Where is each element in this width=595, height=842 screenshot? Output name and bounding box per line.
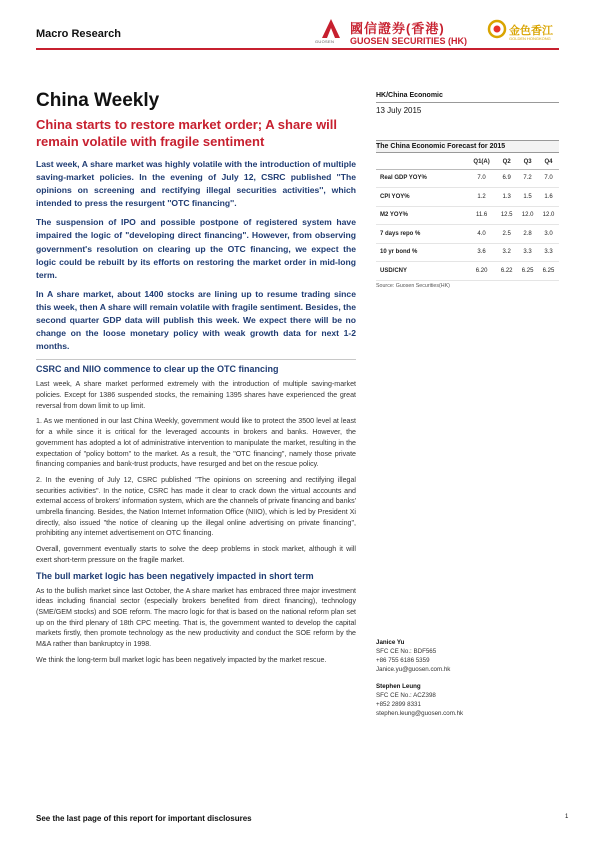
table-row xyxy=(376,169,559,188)
table-header-row xyxy=(376,155,559,169)
table-cell: 1.3 xyxy=(496,188,517,207)
header-divider xyxy=(36,48,559,50)
table-cell: 12.0 xyxy=(538,206,559,225)
table-cell: 3.0 xyxy=(538,225,559,244)
lead-paragraph: In A share market, about 1400 stocks are lining up to resume trading since this week, then A share will remain volatile with fragile sentiment. Besides, the second quarter GDP data will publish this week. We expect there will be no change on the loose monetary policy with weak growth data for next 1-2 months. xyxy=(36,288,356,352)
body-paragraph: We think the long-term bull market logic has been negatively impacted by the market rescue. xyxy=(36,655,327,664)
lead-paragraph: Last week, A share market was highly volatile with the introduction of multiple saving-market policies. In the evening of July 12, CSRC published ''The opinions on screening and rectifying illegal securities activities'', which intended to press the resurgent ''OTC financing''. xyxy=(36,159,356,209)
analyst-license: SFC CE No.: BDF565 xyxy=(376,648,437,655)
table-cell: 6.25 xyxy=(538,262,559,281)
row-label: CPI YOY% xyxy=(376,188,467,207)
analyst-license: SFC CE No.: ACZ398 xyxy=(376,692,436,699)
main-column xyxy=(36,158,356,670)
table-cell: 1.5 xyxy=(517,188,538,207)
table-cell: 6.9 xyxy=(496,169,517,188)
department-label: HK/China Economic xyxy=(376,92,559,103)
lead-paragraph: The suspension of IPO and possible postpone of registered system have impaired the logic of "developing direct financing". However, from observing government's resolution on clearing up the OTC financing, we expect the logic could be rebuilt by its efforts on restoring the market order in mid-long term. xyxy=(36,217,356,280)
report-meta xyxy=(376,92,559,115)
table-cell: 7.0 xyxy=(538,169,559,188)
section-heading: The bull market logic has been negatively impacted in short term xyxy=(36,570,314,581)
analyst-card xyxy=(376,638,559,674)
table-cell: 6.20 xyxy=(467,262,496,281)
analyst-name: Janice Yu xyxy=(376,639,405,646)
report-date: 13 July 2015 xyxy=(376,106,422,115)
golden-swirl-icon xyxy=(487,18,507,40)
table-cell: 3.6 xyxy=(467,243,496,262)
table-row xyxy=(376,188,559,207)
body-paragraph: Overall, government eventually starts to solve the deep problems in stock market, although it will exert short-term pressure on the fragile market. xyxy=(36,545,356,564)
table-source-note: Source: Guosen Securities(HK) xyxy=(376,282,450,289)
column-header: Q4 xyxy=(538,155,559,169)
table-row xyxy=(376,225,559,244)
body-paragraph: As to the bullish market since last October, the A share market has embraced three major investment ideas including financial sector (especially brokers benefited from direct financing), technology (SME/GEM stocks) and SOE reform. The macro logic for that is based on the national reform plan set up on the third plenary of 18th CPC meeting. That is, the government wanted to develop the capital markets firstly, then promote technology as the new productivity and conduct the SOE reform by the M&A rather than bankruptcy in 1998. xyxy=(36,586,356,649)
table-cell: 7.2 xyxy=(517,169,538,188)
analyst-phone: +852 2899 8331 xyxy=(376,701,421,708)
table-cell: 1.6 xyxy=(538,188,559,207)
logo-small-text: GUOSEN xyxy=(315,39,335,44)
row-label: M2 YOY% xyxy=(376,206,467,225)
table-cell: 3.3 xyxy=(538,243,559,262)
forecast-title: The China Economic Forecast for 2015 xyxy=(376,140,559,153)
table-cell: 12.0 xyxy=(517,206,538,225)
section-heading: CSRC and NIIO commence to clear up the OTC financing xyxy=(36,364,279,375)
analyst-phone: +86 755 6186 5359 xyxy=(376,657,430,664)
table-row xyxy=(376,262,559,281)
table-cell: 3.3 xyxy=(517,243,538,262)
column-header: Q3 xyxy=(517,155,538,169)
table-cell: 6.25 xyxy=(517,262,538,281)
column-header: Q1(A) xyxy=(467,155,496,169)
report-subtitle: China starts to restore market order; A share will remain volatile with fragile sentiment xyxy=(36,117,338,149)
logo-chinese-name: 國信證券(香港) xyxy=(350,21,445,36)
analyst-email[interactable]: Janice.yu@guosen.com.hk xyxy=(376,666,451,673)
column-header xyxy=(376,155,467,169)
logo-english-name: GUOSEN SECURITIES (HK) xyxy=(350,36,468,46)
analyst-card xyxy=(376,682,559,718)
table-cell: 12.5 xyxy=(496,206,517,225)
logo2-chinese-name: 金色香江 xyxy=(509,25,553,37)
body-paragraph: 2. In the evening of July 12, CSRC published "The opinions on screening and rectifying illegal securities activities". In the notice, CSRC has made it clear to crack down the virtual accounts and external access of brokers' information system, which are the channels of private financing and banks' umbrella financing. Besides, the Nation Internet Information Office (NIIO), which is led by President Xi directly, also issued "the notice of cleaning up the illegal online advertising on private financing", prohibiting any internet advertisement on OTC financing. xyxy=(36,475,356,538)
table-cell: 2.8 xyxy=(517,225,538,244)
table-cell: 3.2 xyxy=(496,243,517,262)
forecast-table-panel xyxy=(376,140,559,289)
table-cell: 6.22 xyxy=(496,262,517,281)
row-label: Real GDP YOY% xyxy=(376,169,467,188)
table-cell: 7.0 xyxy=(467,169,496,188)
report-title: China Weekly xyxy=(36,90,160,111)
table-row xyxy=(376,206,559,225)
table-cell: 4.0 xyxy=(467,225,496,244)
column-header: Q2 xyxy=(496,155,517,169)
table-cell: 2.5 xyxy=(496,225,517,244)
table-cell: 11.6 xyxy=(467,206,496,225)
body-paragraph: Last week, A share market performed extremely with the introduction of multiple saving-market policies. Except for 1386 suspended stocks, the remaining 1395 shares have experienced the great reversal from down limit to up limit. xyxy=(36,380,356,410)
table-cell: 1.2 xyxy=(467,188,496,207)
forecast-table xyxy=(376,155,559,281)
body-paragraph: 1. As we mentioned in our last China Weekly, government would like to protect the 3500 level at least for a while since it is critical for the leveraged accounts in brokers and banks. However, the government has adopted a lot of administrative intervention to manipulate the market, resulting in the expectation of "policy bottom" to the market. As a result, the "OTC financing", namely those private financing companies and bank-trust products, have resurged and bet on the rescue policy. xyxy=(36,417,356,469)
section-divider xyxy=(36,359,356,360)
row-label: 10 yr bond % xyxy=(376,243,467,262)
analyst-contacts xyxy=(376,638,559,726)
report-category: Macro Research xyxy=(36,28,121,40)
analyst-email[interactable]: stephen.leung@guosen.com.hk xyxy=(376,710,464,717)
page-number: 1 xyxy=(565,814,569,820)
row-label: USD/CNY xyxy=(376,262,467,281)
footer-disclaimer: See the last page of this report for important disclosures xyxy=(36,814,252,823)
table-row xyxy=(376,243,559,262)
logo2-english-name: GOLDEN HONGKONG xyxy=(509,36,551,41)
row-label: 7 days repo % xyxy=(376,225,467,244)
analyst-name: Stephen Leung xyxy=(376,683,421,690)
